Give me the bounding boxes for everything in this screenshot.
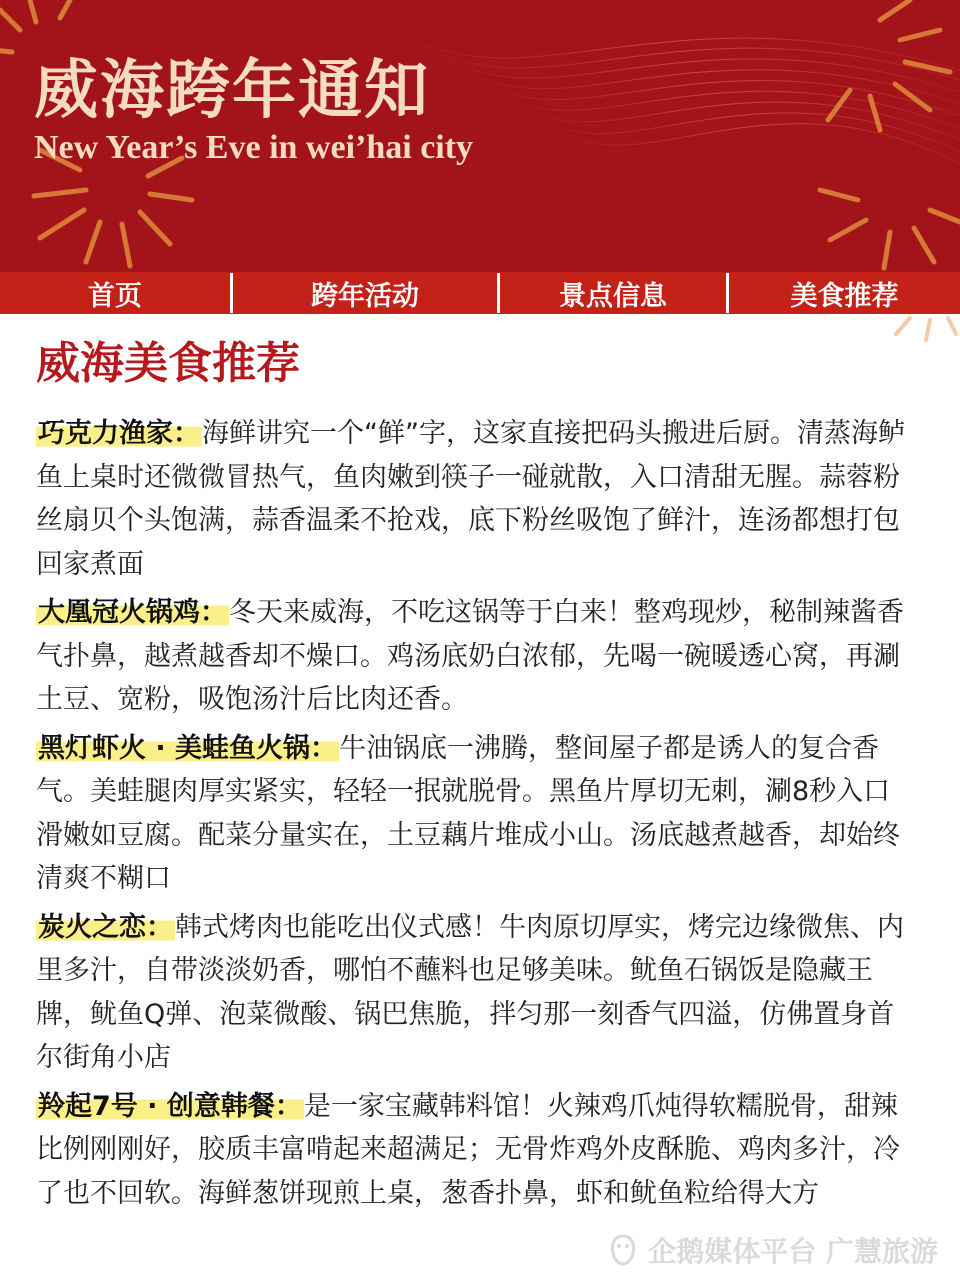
header-banner bbox=[0, 0, 960, 272]
section-title: 威海美食推荐 bbox=[36, 338, 300, 389]
list-item bbox=[36, 906, 916, 1080]
list-item bbox=[36, 412, 916, 586]
restaurant-name: 炭火之恋： bbox=[38, 911, 173, 943]
restaurant-list bbox=[36, 412, 916, 1215]
list-item bbox=[36, 1085, 916, 1216]
restaurant-name: 黑灯虾火 · 美蛙鱼火锅： bbox=[38, 732, 338, 764]
banner-title: 威海跨年通知 bbox=[34, 53, 430, 128]
watermark bbox=[606, 1230, 938, 1270]
nav-item-home[interactable]: 首页 bbox=[88, 280, 142, 312]
list-item bbox=[36, 727, 916, 901]
penguin-logo-icon bbox=[606, 1233, 640, 1267]
banner-subtitle: New Year’s Eve in wei’hai city bbox=[34, 129, 474, 166]
restaurant-description: 冬天来威海，不吃这锅等于白来！整鸡现炒，秘制辣酱香气扑鼻，越煮越香却不燥口。鸡汤底奶白浓郁，先喝一碗暖透心窝，再涮土豆、宽粉，吸饱汤汁后比肉还香。 bbox=[36, 597, 904, 715]
restaurant-name: 羚起7号 · 创意韩餐： bbox=[38, 1090, 302, 1122]
restaurant-description: 韩式烤肉也能吃出仪式感！牛肉原切厚实，烤完边缘微焦、内里多汁，自带淡淡奶香，哪怕不蘸料也足够美味。鱿鱼石锅饭是隐藏王牌，鱿鱼Q弹、泡菜微酸、锅巴焦脆，拌匀那一刻香气四溢，仿佛置身首尔街角小店 bbox=[36, 911, 904, 1073]
watermark-text: 企鹅媒体平台 广慧旅游 bbox=[648, 1235, 938, 1268]
restaurant-description: 海鲜讲究一个“鲜”字，这家直接把码头搬进后厨。清蒸海鲈鱼上桌时还微微冒热气，鱼肉嫩到筷子一碰就散，入口清甜无腥。蒜蓉粉丝扇贝个头饱满，蒜香温柔不抢戏，底下粉丝吸饱了鲜汁，连汤都想打包回家煮面 bbox=[36, 418, 905, 580]
restaurant-name: 大凰冠火锅鸡： bbox=[38, 597, 227, 628]
nav-item-new-year-events[interactable]: 跨年活动 bbox=[311, 280, 419, 312]
restaurant-description: 牛油锅底一沸腾，整间屋子都是诱人的复合香气。美蛙腿肉厚实紧实，轻轻一抿就脱骨。黑鱼片厚切无刺，涮8秒入口滑嫩如豆腐。配菜分量实在，土豆藕片堆成小山。汤底越煮越香，却始终清爽不糊口 bbox=[36, 732, 900, 894]
restaurant-name: 巧克力渔家： bbox=[38, 418, 200, 449]
nav-bar bbox=[0, 272, 960, 314]
nav-item-attractions[interactable]: 景点信息 bbox=[559, 280, 667, 312]
list-item bbox=[36, 591, 916, 722]
restaurant-description: 是一家宝藏韩料馆！火辣鸡爪炖得软糯脱骨，甜辣比例刚刚好，胶质丰富啃起来超满足；无骨炸鸡外皮酥脆、鸡肉多汁，冷了也不回软。海鲜葱饼现煎上桌，葱香扑鼻，虾和鱿鱼粒给得大方 bbox=[36, 1090, 900, 1209]
firework-corner-icon bbox=[890, 314, 960, 344]
nav-item-food[interactable]: 美食推荐 bbox=[790, 280, 899, 312]
